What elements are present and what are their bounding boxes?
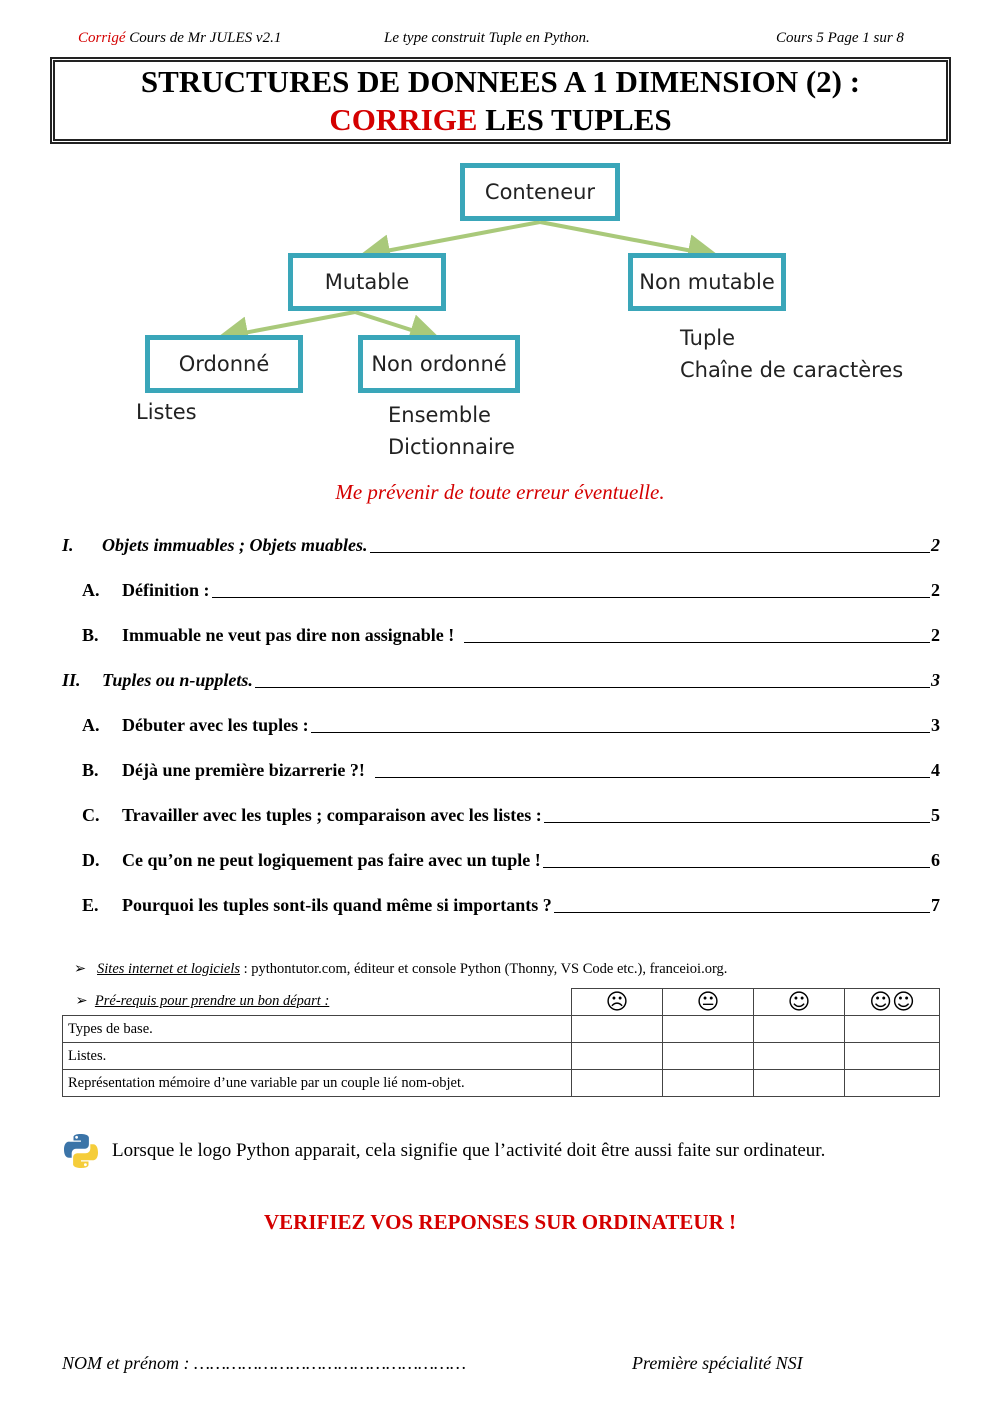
header-left: [78, 30, 281, 47]
prerequisites-table: [62, 988, 940, 1097]
title-box: [50, 57, 951, 144]
title-line-2: [52, 101, 949, 139]
toc-label: Pourquoi les tuples sont-ils quand même si importants ?: [122, 895, 552, 915]
toc-page: 6: [931, 850, 940, 870]
toc-leader: [255, 686, 930, 688]
error-notice: Me prévenir de toute erreur éventuelle.: [335, 480, 665, 504]
rating-checkbox[interactable]: [663, 1016, 754, 1043]
toc-number: E.: [82, 895, 99, 915]
table-row: [63, 1016, 940, 1043]
header-corrige: Corrigé: [78, 30, 126, 46]
rating-checkbox[interactable]: [572, 1070, 663, 1097]
toc-label: Ce qu’on ne peut logiquement pas faire avec un tuple !: [122, 850, 541, 870]
toc-entry[interactable]: [62, 622, 940, 646]
table-row: [63, 1043, 940, 1070]
arrow-mutable-unordered: [355, 312, 430, 336]
arrow-root-non-mutable: [540, 222, 708, 254]
toc-label: Immuable ne veut pas dire non assignable !: [122, 625, 455, 645]
arrow-bullet-icon: ➢: [74, 961, 87, 977]
toc-label: Tuples ou n-upplets.: [102, 670, 253, 690]
sites-line: [74, 961, 727, 978]
prerequisite-name: Représentation mémoire d’une variable par un couple lié nom-objet.: [63, 1070, 572, 1097]
diagram-node-ordered: Ordonné: [145, 335, 303, 393]
toc-entry[interactable]: [62, 577, 940, 601]
rating-checkbox[interactable]: [845, 1016, 940, 1043]
toc-page: 4: [931, 760, 940, 780]
rating-checkbox[interactable]: [572, 1043, 663, 1070]
prerequisites-label: Pré-requis pour prendre un bon départ :: [94, 993, 330, 1010]
toc-label: Définition :: [122, 580, 210, 600]
verify-banner: VERIFIEZ VOS REPONSES SUR ORDINATEUR !: [264, 1210, 736, 1234]
sites-text: : pythontutor.com, éditeur et console Python (Thonny, VS Code etc.), franceioi.org.: [240, 961, 728, 977]
toc-page: 7: [931, 895, 940, 915]
python-logo-icon: [63, 1133, 99, 1169]
rating-checkbox[interactable]: [663, 1043, 754, 1070]
toc-page: 2: [931, 625, 940, 645]
toc-page: 2: [931, 580, 940, 600]
rating-checkbox[interactable]: [754, 1070, 845, 1097]
toc-entry[interactable]: [62, 712, 940, 736]
python-note: Lorsque le logo Python apparait, cela signifie que l’activité doit être aussi faite sur ordinateur.: [112, 1140, 826, 1161]
toc-leader: [554, 911, 930, 913]
toc-leader: [543, 866, 930, 868]
toc-leader: [544, 821, 930, 823]
arrow-bullet-icon: ➢: [75, 993, 88, 1010]
toc-label: Déjà une première bizarrerie ?!: [122, 760, 365, 780]
prerequisite-name: Types de base.: [63, 1016, 572, 1043]
toc-leader: [464, 641, 930, 643]
rating-checkbox[interactable]: [845, 1070, 940, 1097]
prerequisites-header-row: [63, 989, 940, 1016]
prerequisite-name: Listes.: [63, 1043, 572, 1070]
table-row: [63, 1070, 940, 1097]
toc-entry[interactable]: [62, 667, 940, 691]
toc-number: C.: [82, 805, 100, 825]
rating-checkbox[interactable]: [572, 1016, 663, 1043]
toc-entry[interactable]: [62, 757, 940, 781]
footer-class: Première spécialité NSI: [632, 1353, 803, 1373]
toc-number: B.: [82, 625, 99, 645]
toc-leader: [370, 551, 931, 553]
diagram-example-dictionnaire: Dictionnaire: [388, 435, 515, 459]
diagram-example-chaine: Chaîne de caractères: [680, 358, 904, 382]
prerequisites-label-cell: [63, 989, 572, 1016]
toc-number: II.: [62, 670, 81, 690]
arrow-root-mutable: [370, 222, 540, 254]
toc-page: 3: [931, 670, 940, 690]
toc-label: Débuter avec les tuples :: [122, 715, 309, 735]
arrow-mutable-ordered: [228, 312, 355, 336]
rating-sad-icon: ☹: [572, 989, 663, 1016]
header-author: Cours de Mr JULES v2.1: [125, 30, 282, 46]
rating-checkbox[interactable]: [754, 1043, 845, 1070]
toc-leader: [375, 776, 930, 778]
toc-number: B.: [82, 760, 99, 780]
diagram-example-listes: Listes: [136, 400, 197, 424]
title-tuples: LES TUPLES: [477, 102, 672, 137]
diagram-example-tuple: Tuple: [680, 326, 736, 350]
rating-neutral-icon: 😐: [663, 989, 754, 1016]
rating-checkbox[interactable]: [754, 1016, 845, 1043]
diagram-node-unordered: Non ordonné: [358, 335, 520, 393]
header-center: Le type construit Tuple en Python.: [384, 30, 590, 46]
diagram-node-mutable: Mutable: [288, 253, 446, 311]
toc-entry[interactable]: [62, 532, 940, 556]
header-right: Cours 5 Page 1 sur 8: [776, 30, 904, 46]
footer-name-field[interactable]: NOM et prénom : ……………………………………………: [62, 1353, 467, 1373]
title-corrige: CORRIGE: [329, 102, 478, 137]
rating-checkbox[interactable]: [663, 1070, 754, 1097]
title-line-1: STRUCTURES DE DONNEES A 1 DIMENSION (2) :: [140, 64, 861, 99]
toc-page: 2: [931, 535, 940, 555]
toc-entry[interactable]: [62, 847, 940, 871]
toc-number: I.: [62, 535, 74, 555]
toc-entry[interactable]: [62, 892, 940, 916]
toc-leader: [311, 731, 930, 733]
container-diagram: [0, 150, 1000, 470]
toc-number: D.: [82, 850, 100, 870]
toc-label: Objets immuables ; Objets muables.: [102, 535, 368, 555]
rating-happy-icon: ☺: [754, 989, 845, 1016]
sites-label: Sites internet et logiciels: [97, 961, 240, 977]
toc-entry[interactable]: [62, 802, 940, 826]
rating-very-happy-icon: ☺☺: [845, 989, 940, 1016]
toc-leader: [212, 596, 931, 598]
diagram-node-non-mutable: Non mutable: [628, 253, 786, 311]
diagram-example-ensemble: Ensemble: [388, 403, 491, 427]
diagram-node-root: Conteneur: [460, 163, 620, 221]
toc-page: 3: [931, 715, 940, 735]
toc-number: A.: [82, 715, 100, 735]
toc-page: 5: [931, 805, 940, 825]
toc-number: A.: [82, 580, 100, 600]
rating-checkbox[interactable]: [845, 1043, 940, 1070]
toc-label: Travailler avec les tuples ; comparaison avec les listes :: [122, 805, 542, 825]
